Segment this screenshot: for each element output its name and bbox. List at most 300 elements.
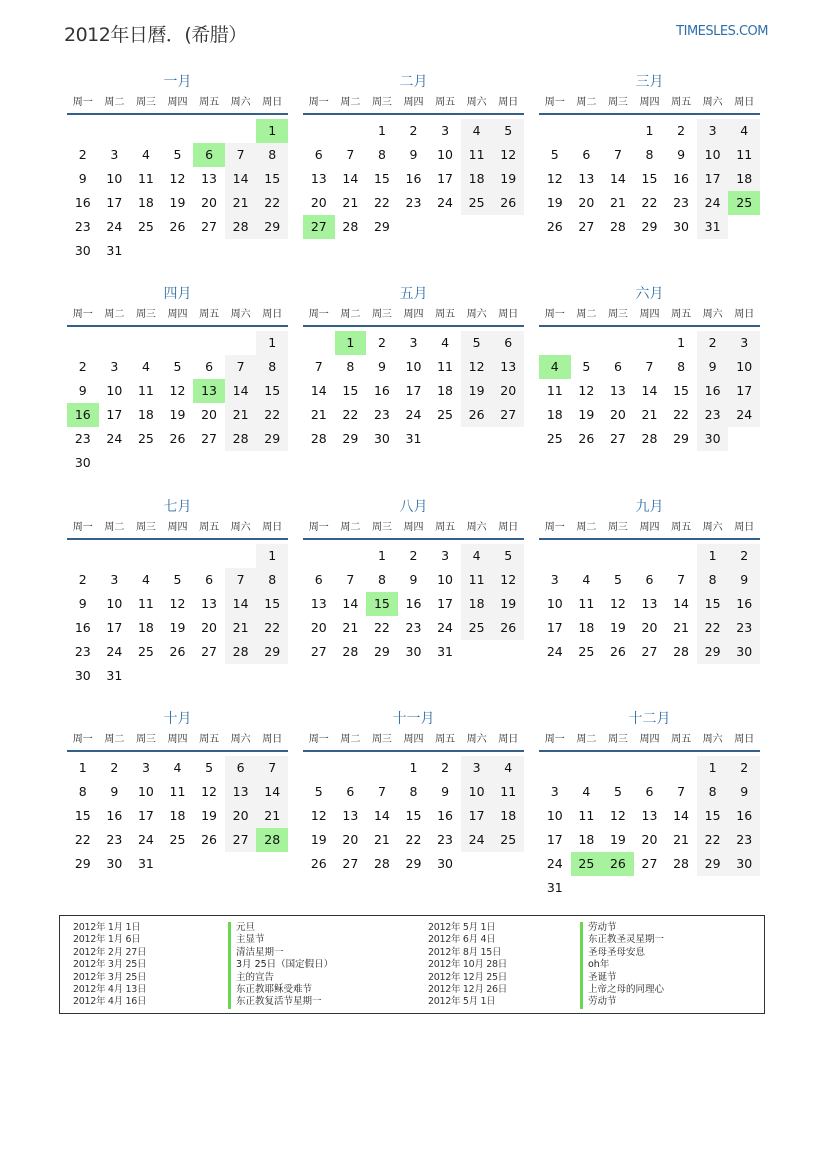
day-cell: 25	[461, 191, 493, 215]
weekday-label: 周日	[498, 734, 519, 745]
day-cell: 10	[546, 596, 563, 611]
weekday-label: 周五	[435, 522, 456, 533]
weekday-label: 周五	[671, 97, 692, 108]
weekday-header	[303, 518, 524, 540]
weekday-label: 周六	[466, 309, 487, 320]
weekday-label: 周五	[199, 97, 220, 108]
day-cell: 4	[441, 335, 450, 350]
day-cell: 7	[256, 756, 288, 780]
weekday-label: 周二	[104, 309, 125, 320]
day-cell: 7	[645, 359, 654, 374]
month-name: 四月	[163, 286, 192, 302]
day-cell: 13	[225, 780, 257, 804]
weekday-label: 周一	[72, 309, 93, 320]
day-cell: 8	[697, 780, 729, 804]
site-link[interactable]: TIMESLES.COM	[676, 24, 768, 39]
day-cell: 8	[377, 572, 386, 587]
day-cell: 8	[377, 147, 386, 162]
day-grid	[539, 540, 760, 684]
day-cell: 13	[492, 355, 524, 379]
weekday-label: 周五	[435, 734, 456, 745]
day-cell: 12	[310, 808, 327, 823]
weekday-label: 周一	[308, 522, 329, 533]
weekday-header	[303, 93, 524, 115]
day-cell: 8	[645, 147, 654, 162]
day-cell: 3	[110, 359, 119, 374]
day-cell: 14	[225, 379, 257, 403]
day-cell: 31	[697, 215, 729, 239]
weekday-label: 周二	[340, 734, 361, 745]
day-cell: 11	[137, 171, 154, 186]
day-cell: 29	[697, 852, 729, 876]
day-cell: 28	[609, 219, 626, 234]
day-cell: 7	[613, 147, 622, 162]
day-cell: 15	[256, 167, 288, 191]
day-cell: 20	[310, 195, 327, 210]
day-cell: 22	[641, 195, 658, 210]
day-cell: 21	[673, 620, 690, 635]
day-cell: 22	[256, 403, 288, 427]
day-grid	[67, 752, 288, 896]
holiday-date: 2012年 4月 16日	[73, 996, 147, 1008]
day-cell: 25	[169, 832, 186, 847]
day-cell: 23	[373, 407, 390, 422]
holiday-name: 东正教圣灵星期一	[580, 934, 664, 946]
day-cell: 28	[673, 856, 690, 871]
weekday-label: 周一	[308, 97, 329, 108]
holiday-date: 2012年 1月 1日	[73, 922, 141, 933]
day-cell: 7	[346, 147, 355, 162]
weekday-header	[67, 518, 288, 540]
day-cell: 12	[169, 171, 186, 186]
day-cell: 22	[405, 832, 422, 847]
day-cell: 10	[106, 171, 123, 186]
day-cell: 4	[141, 572, 150, 587]
holiday-name: 东正教耶稣受难节	[228, 984, 312, 996]
day-cell: 2	[78, 572, 87, 587]
day-cell: 26	[201, 832, 218, 847]
day-cell: 16	[697, 379, 729, 403]
weekday-label: 周三	[607, 734, 628, 745]
day-cell: 11	[169, 784, 186, 799]
day-cell: 16	[728, 804, 760, 828]
day-cell: 30	[697, 427, 729, 451]
day-cell: 1	[677, 335, 686, 350]
weekday-label: 周三	[135, 309, 156, 320]
holiday-list	[59, 915, 765, 1014]
day-cell: 12	[492, 143, 524, 167]
day-cell: 25	[578, 644, 595, 659]
day-cell: 21	[373, 832, 390, 847]
weekday-label: 周三	[371, 522, 392, 533]
day-cell: 25	[492, 828, 524, 852]
day-cell: 2	[78, 359, 87, 374]
day-cell: 13	[609, 383, 626, 398]
weekday-label: 周三	[607, 97, 628, 108]
day-cell: 18	[137, 195, 154, 210]
weekday-label: 周四	[639, 97, 660, 108]
day-cell: 14	[342, 171, 359, 186]
day-cell: 27	[342, 856, 359, 871]
day-cell: 27	[609, 431, 626, 446]
holiday-name: 圣母圣母安息	[580, 947, 645, 959]
day-cell: 4	[173, 760, 182, 775]
day-cell: 20	[492, 379, 524, 403]
day-cell: 14	[256, 780, 288, 804]
day-cell: 6	[225, 756, 257, 780]
day-cell: 29	[641, 219, 658, 234]
weekday-label: 周日	[498, 97, 519, 108]
day-cell: 28	[256, 828, 288, 852]
day-cell: 10	[728, 355, 760, 379]
day-cell: 21	[225, 403, 257, 427]
day-cell: 21	[609, 195, 626, 210]
day-cell: 21	[342, 620, 359, 635]
day-cell: 9	[78, 383, 87, 398]
day-cell: 5	[550, 147, 559, 162]
day-cell: 25	[137, 644, 154, 659]
day-cell: 23	[697, 403, 729, 427]
day-cell: 14	[641, 383, 658, 398]
day-cell: 2	[697, 331, 729, 355]
day-cell: 13	[201, 171, 218, 186]
day-cell: 24	[697, 191, 729, 215]
day-cell: 27	[201, 644, 218, 659]
weekday-label: 周二	[340, 97, 361, 108]
day-cell: 7	[677, 572, 686, 587]
day-cell: 3	[550, 572, 559, 587]
day-cell: 18	[137, 407, 154, 422]
day-cell: 16	[437, 808, 454, 823]
month-name: 三月	[635, 74, 664, 90]
day-cell: 20	[201, 620, 218, 635]
day-cell: 28	[225, 640, 257, 664]
day-cell: 31	[546, 880, 563, 895]
holiday-name: 3月 25日（国定假日）	[228, 959, 333, 971]
weekday-label: 周日	[734, 522, 755, 533]
weekday-label: 周四	[403, 734, 424, 745]
day-cell: 18	[169, 808, 186, 823]
day-cell: 3	[110, 147, 119, 162]
day-cell: 15	[641, 171, 658, 186]
weekday-label: 周六	[230, 734, 251, 745]
day-cell: 18	[578, 832, 595, 847]
day-cell: 30	[106, 856, 123, 871]
day-cell: 23	[74, 644, 91, 659]
day-cell: 7	[314, 359, 323, 374]
weekday-label: 周五	[435, 97, 456, 108]
weekday-label: 周一	[72, 522, 93, 533]
weekday-header	[303, 305, 524, 327]
month-calendar	[303, 71, 524, 259]
day-cell: 11	[137, 596, 154, 611]
day-cell: 31	[106, 668, 123, 683]
day-cell: 27	[225, 828, 257, 852]
day-cell: 9	[110, 784, 119, 799]
day-cell: 12	[461, 355, 493, 379]
day-cell: 29	[256, 640, 288, 664]
day-cell: 28	[673, 644, 690, 659]
day-cell: 13	[641, 808, 658, 823]
day-cell: 9	[697, 355, 729, 379]
month-name: 二月	[399, 74, 428, 90]
day-cell: 8	[697, 568, 729, 592]
weekday-label: 周二	[340, 309, 361, 320]
day-cell: 28	[342, 644, 359, 659]
weekday-label: 周六	[466, 97, 487, 108]
weekday-header	[539, 93, 760, 115]
holiday-name: 主的宣告	[228, 972, 274, 984]
day-grid	[67, 540, 288, 684]
month-name: 八月	[399, 499, 428, 515]
day-cell: 31	[405, 431, 422, 446]
day-cell: 5	[173, 572, 182, 587]
day-cell: 22	[697, 828, 729, 852]
day-cell: 18	[437, 383, 454, 398]
day-cell: 26	[169, 219, 186, 234]
day-cell: 25	[546, 431, 563, 446]
day-cell: 9	[677, 147, 686, 162]
day-cell: 11	[578, 808, 595, 823]
day-cell: 12	[492, 568, 524, 592]
weekday-label: 周三	[371, 309, 392, 320]
weekday-label: 周六	[230, 522, 251, 533]
day-cell: 24	[106, 644, 123, 659]
weekday-label: 周二	[104, 522, 125, 533]
day-cell: 13	[310, 596, 327, 611]
day-cell: 4	[141, 147, 150, 162]
day-cell: 9	[78, 171, 87, 186]
day-cell: 2	[409, 123, 418, 138]
day-cell: 18	[461, 167, 493, 191]
weekday-label: 周四	[639, 309, 660, 320]
holiday-name: 劳动节	[580, 996, 617, 1008]
day-cell: 17	[697, 167, 729, 191]
day-cell: 28	[342, 219, 359, 234]
day-cell: 29	[697, 640, 729, 664]
day-cell: 29	[74, 856, 91, 871]
day-cell: 17	[106, 407, 123, 422]
day-cell: 27	[201, 431, 218, 446]
weekday-label: 周三	[371, 734, 392, 745]
day-cell: 27	[641, 856, 658, 871]
weekday-label: 周六	[230, 309, 251, 320]
day-cell: 24	[728, 403, 760, 427]
weekday-label: 周二	[104, 97, 125, 108]
day-cell: 3	[409, 335, 418, 350]
weekday-label: 周四	[403, 309, 424, 320]
day-cell: 16	[405, 596, 422, 611]
day-cell: 6	[613, 359, 622, 374]
day-cell: 16	[405, 171, 422, 186]
day-grid	[67, 327, 288, 471]
day-cell: 19	[492, 167, 524, 191]
day-cell: 28	[225, 215, 257, 239]
month-calendar	[539, 71, 760, 259]
day-cell: 24	[106, 431, 123, 446]
day-cell: 20	[310, 620, 327, 635]
day-cell: 17	[405, 383, 422, 398]
day-cell: 30	[74, 455, 91, 470]
day-cell: 18	[461, 592, 493, 616]
weekday-label: 周日	[734, 97, 755, 108]
day-cell: 19	[461, 379, 493, 403]
day-cell: 6	[645, 784, 654, 799]
day-cell: 15	[74, 808, 91, 823]
weekday-label: 周四	[167, 97, 188, 108]
weekday-label: 周一	[308, 309, 329, 320]
weekday-label: 周四	[167, 309, 188, 320]
day-grid	[303, 327, 524, 471]
day-cell: 7	[225, 568, 257, 592]
day-cell: 10	[106, 383, 123, 398]
day-cell: 6	[205, 359, 214, 374]
holiday-date: 2012年 5月 1日	[428, 996, 496, 1008]
day-cell: 17	[437, 596, 454, 611]
weekday-label: 周六	[466, 734, 487, 745]
holiday-date: 2012年 12月 25日	[428, 971, 507, 983]
holiday-date: 2012年 3月 25日	[73, 959, 147, 971]
day-cell: 24	[137, 832, 154, 847]
weekday-label: 周四	[639, 734, 660, 745]
day-cell: 16	[106, 808, 123, 823]
day-cell: 29	[405, 856, 422, 871]
day-cell: 15	[366, 592, 398, 616]
holiday-name: oh年	[580, 959, 609, 971]
day-cell: 26	[578, 431, 595, 446]
holiday-name: 清洁星期一	[228, 947, 284, 959]
day-cell: 23	[405, 195, 422, 210]
day-cell: 7	[346, 572, 355, 587]
day-cell: 15	[256, 592, 288, 616]
month-name: 十月	[163, 711, 192, 727]
weekday-header	[67, 730, 288, 752]
day-cell: 1	[256, 331, 288, 355]
day-cell: 3	[441, 123, 450, 138]
day-cell: 9	[409, 572, 418, 587]
day-cell: 11	[546, 383, 563, 398]
day-cell: 19	[578, 407, 595, 422]
day-cell: 12	[609, 596, 626, 611]
day-cell: 30	[74, 243, 91, 258]
day-cell: 19	[546, 195, 563, 210]
day-grid	[539, 327, 760, 471]
day-cell: 27	[578, 219, 595, 234]
weekday-label: 周一	[544, 522, 565, 533]
day-cell: 11	[728, 143, 760, 167]
day-cell: 26	[169, 644, 186, 659]
day-cell: 4	[461, 119, 493, 143]
weekday-label: 周六	[702, 734, 723, 745]
day-cell: 29	[373, 219, 390, 234]
day-cell: 20	[578, 195, 595, 210]
day-cell: 4	[461, 544, 493, 568]
day-cell: 2	[441, 760, 450, 775]
day-cell: 22	[342, 407, 359, 422]
day-cell: 24	[546, 644, 563, 659]
day-cell: 8	[256, 143, 288, 167]
weekday-label: 周三	[135, 97, 156, 108]
day-cell: 2	[409, 548, 418, 563]
weekday-label: 周五	[199, 522, 220, 533]
day-cell: 17	[546, 832, 563, 847]
day-cell: 6	[582, 147, 591, 162]
day-cell: 8	[346, 359, 355, 374]
weekday-header	[539, 518, 760, 540]
day-cell: 12	[578, 383, 595, 398]
weekday-label: 周二	[340, 522, 361, 533]
day-cell: 14	[673, 596, 690, 611]
day-cell: 6	[314, 147, 323, 162]
weekday-label: 周四	[403, 522, 424, 533]
day-cell: 16	[673, 171, 690, 186]
day-cell: 30	[405, 644, 422, 659]
day-cell: 15	[256, 379, 288, 403]
weekday-label: 周日	[734, 734, 755, 745]
weekday-label: 周五	[199, 309, 220, 320]
day-cell: 29	[256, 427, 288, 451]
weekday-label: 周六	[230, 97, 251, 108]
weekday-label: 周五	[199, 734, 220, 745]
day-cell: 18	[546, 407, 563, 422]
day-cell: 1	[377, 123, 386, 138]
month-calendar	[539, 283, 760, 471]
day-cell: 4	[492, 756, 524, 780]
day-grid	[303, 115, 524, 259]
day-cell: 10	[697, 143, 729, 167]
day-cell: 27	[310, 644, 327, 659]
month-name: 五月	[399, 286, 428, 302]
day-cell: 16	[728, 592, 760, 616]
day-cell: 29	[673, 431, 690, 446]
weekday-label: 周日	[262, 309, 283, 320]
day-cell: 3	[141, 760, 150, 775]
holiday-date: 2012年 2月 27日	[73, 946, 147, 958]
day-cell: 21	[673, 832, 690, 847]
month-calendar	[303, 283, 524, 471]
day-cell: 20	[201, 407, 218, 422]
day-cell: 17	[137, 808, 154, 823]
weekday-label: 周日	[498, 522, 519, 533]
day-cell: 1	[697, 756, 729, 780]
day-cell: 15	[342, 383, 359, 398]
weekday-label: 周三	[607, 522, 628, 533]
day-cell: 6	[645, 572, 654, 587]
day-cell: 7	[225, 143, 257, 167]
holiday-name: 元旦	[228, 922, 255, 934]
holiday-name: 主显节	[228, 934, 265, 946]
day-cell: 15	[373, 171, 390, 186]
day-cell: 30	[728, 640, 760, 664]
day-cell: 23	[405, 620, 422, 635]
day-cell: 26	[492, 191, 524, 215]
day-cell: 25	[571, 852, 603, 876]
month-calendar	[539, 496, 760, 684]
weekday-label: 周二	[576, 522, 597, 533]
day-cell: 2	[78, 147, 87, 162]
day-cell: 22	[74, 832, 91, 847]
day-cell: 26	[310, 856, 327, 871]
weekday-label: 周三	[135, 522, 156, 533]
day-cell: 22	[373, 195, 390, 210]
day-cell: 7	[225, 355, 257, 379]
weekday-label: 周四	[639, 522, 660, 533]
day-cell: 2	[110, 760, 119, 775]
day-cell: 18	[728, 167, 760, 191]
holiday-name: 圣诞节	[580, 972, 617, 984]
day-cell: 9	[441, 784, 450, 799]
day-cell: 12	[169, 596, 186, 611]
